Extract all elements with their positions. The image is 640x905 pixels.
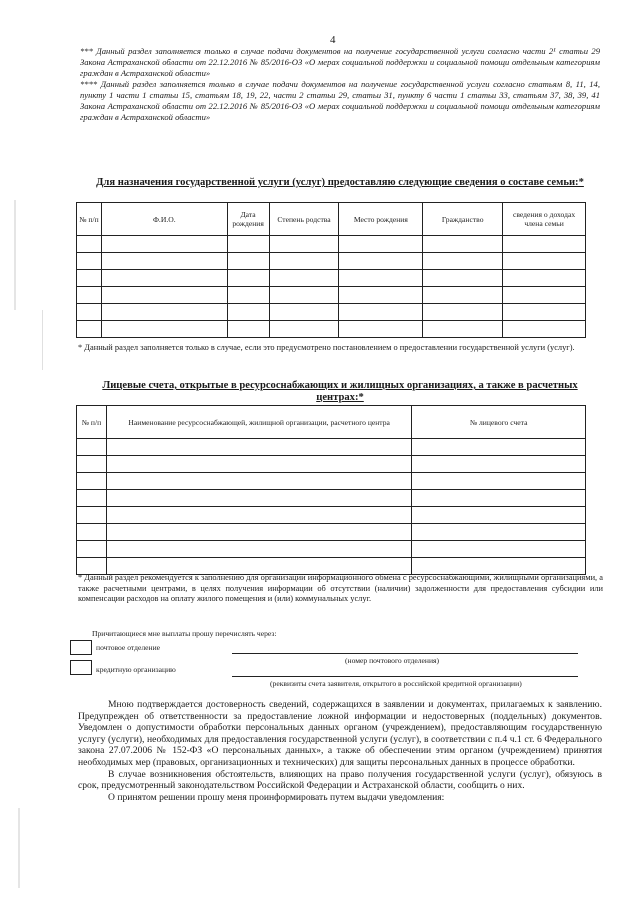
- postal-label: почтовое отделение: [96, 643, 160, 652]
- bank-caption: (реквизиты счета заявителя, открытого в российской кредитной организации): [270, 679, 522, 688]
- postal-underline[interactable]: [232, 653, 578, 654]
- bank-label: кредитную организацию: [96, 665, 176, 674]
- table-row: [77, 321, 586, 338]
- table-row: [77, 253, 586, 270]
- table-row: [77, 236, 586, 253]
- table-row: [77, 473, 586, 490]
- family-col-income: сведения о доходах члена семьи: [503, 203, 586, 236]
- bank-underline[interactable]: [232, 676, 578, 677]
- table-row: [77, 287, 586, 304]
- family-table: [76, 202, 586, 338]
- accounts-footnote: * Данный раздел рекомендуется к заполнению для организации информационного обмена с ресурсоснабжающими, жилищными организациями, а также расчетными центрами, в целях получения информации об отсутствии (наличии) задолженности для предоставления субсидии или компенсации расходов на оплату жилого помещения и (или) коммунальных услуг.: [78, 573, 603, 603]
- statement-obligation: В случае возникновения обстоятельств, влияющих на право получения государственной услуги (услуг), обязуюсь в срок, предусмотренный законодательством Российской Федерации и Астраханской области, сообщить о них.: [78, 768, 602, 792]
- accounts-table: [76, 405, 586, 575]
- payment-intro: Причитающиеся мне выплаты прошу перечислять через:: [92, 629, 277, 638]
- family-col-num: № п/п: [77, 203, 102, 236]
- accounts-col-org: Наименование ресурсоснабжающей, жилищной организации, расчетного центра: [106, 406, 411, 439]
- page-number: 4: [330, 34, 336, 46]
- table-row: [77, 507, 586, 524]
- bank-checkbox[interactable]: [70, 660, 92, 675]
- table-row: [77, 270, 586, 287]
- notes-block: [80, 46, 600, 123]
- table-row: [77, 456, 586, 473]
- family-col-fio: Ф.И.О.: [101, 203, 227, 236]
- table-row: [77, 524, 586, 541]
- family-col-birthplace: Место рождения: [339, 203, 423, 236]
- family-col-citizenship: Гражданство: [423, 203, 503, 236]
- note-three-stars: *** Данный раздел заполняется только в случае подачи документов на получение государственной услуги согласно части 2¹ статьи 29 Закона Астраханской области от 22.12.2016 № 85/2016-ОЗ «О мерах социальной поддержки и социальной помощи отдельным категориям граждан в Астраханской области»: [80, 46, 600, 78]
- table-row: [77, 558, 586, 575]
- accounts-col-account: № лицевого счета: [412, 406, 586, 439]
- table-row: [77, 490, 586, 507]
- postal-checkbox[interactable]: [70, 640, 92, 655]
- table-row: [77, 304, 586, 321]
- note-four-stars: **** Данный раздел заполняется только в случае подачи документов на получение государственной услуги согласно статьям 8, 11, 14, пункту 1 части 1 статьи 15, статьям 18, 19, 22, части 2 статьи 29, статьи 31, пункту 6 части 1 статьи 33, статьям 37, 38, 39, 41 Закона Астраханской области от 22.12.2016 № 85/2016-ОЗ «О мерах социальной поддержки и социальной помощи отдельным категориям граждан в Астраханской области»: [80, 79, 600, 122]
- statement-notification: О принятом решении прошу меня проинформировать путем выдачи уведомления:: [108, 791, 445, 803]
- family-footnote: * Данный раздел заполняется только в случае, если это предусмотрено постановлением о предоставлении государственной услуги (услуг).: [78, 343, 575, 352]
- statement-confirmation: Мною подтверждается достоверность сведений, содержащихся в заявлении и документах, прилагаемых к заявлению. Предупрежден об ответственности за предоставление ложной информации и недостоверных (поддельных) документов. Уведомлен о допустимости обработки персональных данных органом (учреждением), предоставляющим государственную услугу (услуги), необходимых для предоставления государственной услуги (услуг), в соответствии с п.4 ч.1 ст. 6 Федерального закона 27.07.2006 № 152-ФЗ «О персональных данных», а также об обеспечении этим органом (учреждением) принятия необходимых мер (правовых, организационных и технических) для защиты персональных данных в процессе обработки.: [78, 699, 602, 768]
- table-row: [77, 541, 586, 558]
- statements-block: [78, 699, 602, 803]
- table-row: [77, 439, 586, 456]
- family-col-birthdate: Дата рождения: [227, 203, 269, 236]
- accounts-col-num: № п/п: [77, 406, 107, 439]
- postal-caption: (номер почтового отделения): [345, 656, 440, 665]
- family-heading: Для назначения государственной услуги (услуг) предоставляю следующие сведения о составе семьи:*: [96, 177, 584, 188]
- family-col-relation: Степень родства: [269, 203, 339, 236]
- accounts-heading: Лицевые счета, открытые в ресурсоснабжающих и жилищных организациях, а также в расчетных центрах:*: [102, 380, 578, 403]
